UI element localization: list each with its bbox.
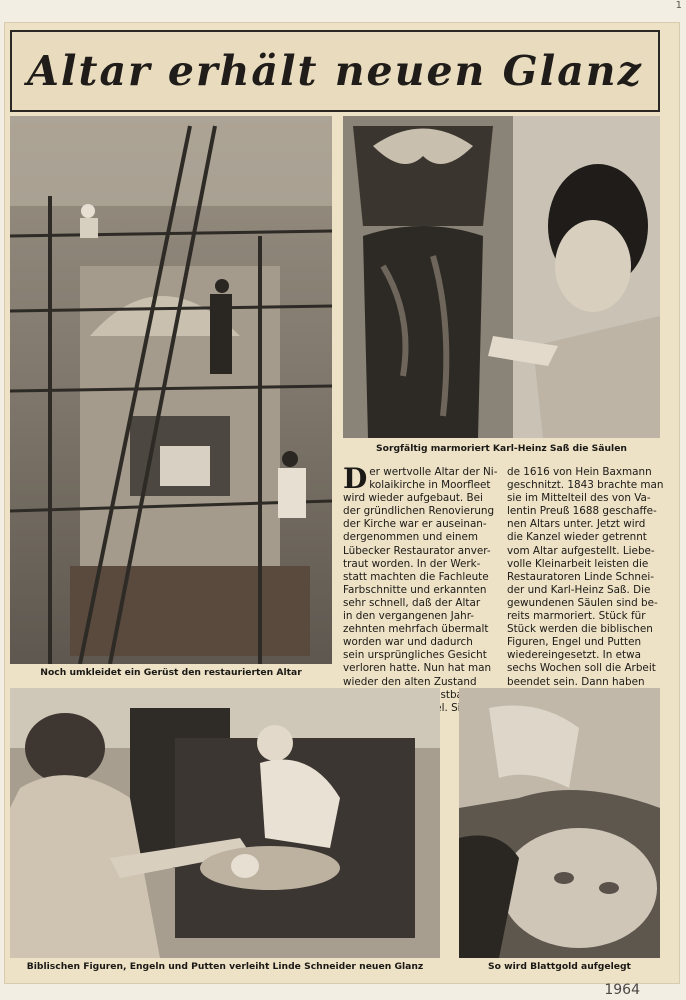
text-line: verloren hatte. Nun hat man (343, 662, 492, 675)
text-line: beendet sein. Dann haben (507, 675, 645, 688)
text-line: sechs Wochen soll die Arbeit (507, 662, 656, 675)
text-line: Stück werden die biblischen (507, 623, 653, 636)
text-line: lentin Preuß 1688 geschaffe- (507, 505, 657, 518)
text-line: nen Altars unter. Jetzt wird (507, 518, 646, 531)
text-line: geschnitzt. 1843 brachte man (507, 479, 664, 492)
headline: Altar erhält neuen Glanz (27, 47, 643, 95)
article-column-2 (507, 466, 664, 715)
photo-marbling-columns (343, 116, 660, 438)
text-line: der gründlichen Renovierung (343, 505, 495, 518)
photo-gold-leaf (459, 688, 660, 958)
dropcap: D (343, 462, 368, 495)
caption-figures: Biblischen Figuren, Engeln und Putten verleiht Linde Schneider neuen Glanz (26, 961, 424, 972)
caption-scaffolding: Noch umkleidet ein Gerüst den restaurierten Altar (40, 667, 302, 678)
text-line: die Kanzel wieder getrennt (507, 531, 647, 544)
text-line: de 1616 von Hein Baxmann (507, 466, 652, 478)
text-line: statt machten die Fachleute (343, 570, 489, 583)
text-line: wiedereingesetzt. In etwa (507, 649, 641, 662)
text-line: kolaikirche in Moorfleet (369, 479, 491, 492)
text-line: er wertvolle Altar der Ni- (369, 466, 498, 478)
text-line: der Kirche war er auseinan- (343, 518, 487, 531)
text-line: Figuren, Engel und Putten (507, 636, 642, 649)
caption-marbling: Sorgfältig marmoriert Karl-Heinz Saß die Säulen (376, 443, 627, 454)
text-line: kostbarste (428, 688, 484, 701)
text-line: sie im Mittelteil des von Va- (507, 492, 651, 505)
text-line: Lübecker Restaurator anver- (343, 544, 491, 557)
headline-box (10, 30, 660, 112)
text-line: Farbschnitte und erkannten (343, 583, 487, 596)
photo-altar-scaffolding (10, 116, 332, 664)
text-line: gewundenen Säulen sind be- (507, 596, 658, 609)
text-line: volle Kleinarbeit leisten die (507, 557, 649, 570)
text-line: dergenommen und einem (343, 531, 478, 544)
photo-restoring-figures (10, 688, 440, 958)
text-line: traut worden. In der Werk- (343, 557, 481, 570)
handwritten-year: 1964 (604, 982, 640, 998)
text-line: zehnten mehrfach übermalt (343, 623, 489, 636)
page-number: 1 (675, 0, 682, 11)
text-line: reits marmoriert. Stück für (507, 610, 646, 623)
text-line: sein ursprüngliches Gesicht (343, 649, 487, 662)
text-line: vom Altar aufgestellt. Liebe- (507, 544, 655, 557)
scaffolding-illustration (10, 116, 332, 664)
text-line: Restauratoren Linde Schnei- (507, 570, 655, 583)
caption-gold-leaf: So wird Blattgold aufgelegt (488, 961, 631, 972)
figures-illustration (10, 688, 440, 958)
text-line: wird wieder aufgebaut. Bei (343, 492, 483, 505)
text-line: sehr schnell, daß der Altar (343, 596, 481, 609)
marbling-illustration (343, 116, 660, 438)
text-line: der und Karl-Heinz Saß. Die (507, 583, 651, 596)
article-column-1 (343, 462, 498, 715)
text-line: in den vergangenen Jahr- (343, 610, 475, 623)
text-line: wieder den alten Zustand (343, 675, 477, 688)
text-line: worden war und dadurch (343, 636, 473, 649)
article-body (343, 462, 664, 701)
gold-leaf-illustration (459, 688, 660, 958)
